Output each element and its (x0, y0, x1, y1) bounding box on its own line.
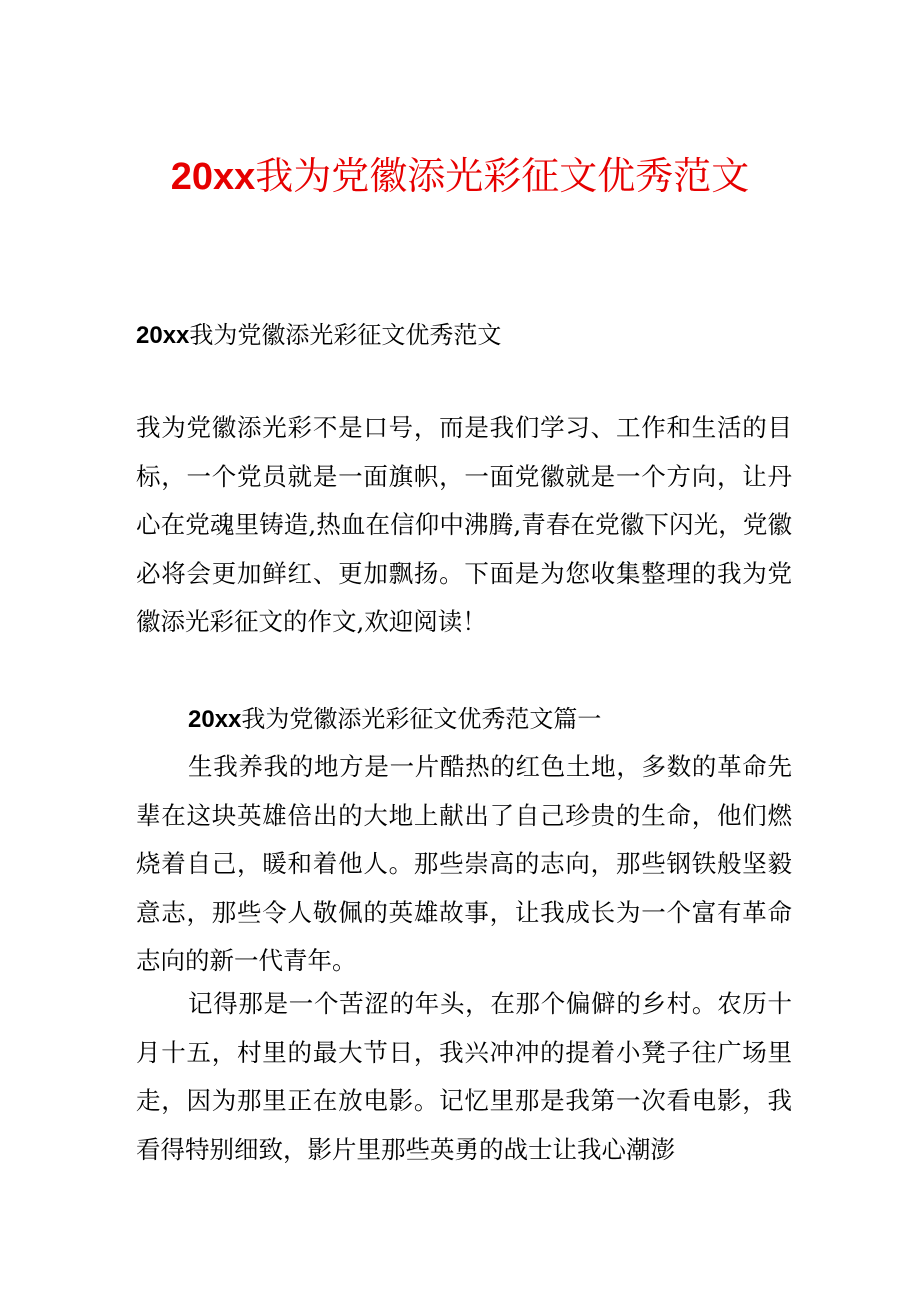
section-heading-text: 我为党徽添光彩征文优秀范文篇一 (241, 705, 602, 733)
body-paragraph-1: 生我养我的地方是一片酷热的红色土地，多数的革命先辈在这块英雄倍出的大地上献出了自己珍贵的生命，他们燃烧着自己，暖和着他人。那些崇高的志向，那些钢铁般坚毅意志，那些令人敬佩的英雄故事，让我成长为一个富有革命志向的新一代青年。 (136, 752, 792, 976)
document-subtitle (136, 315, 501, 356)
title-year-prefix: 20xx (170, 156, 256, 198)
body-paragraph-2: 记得那是一个苦涩的年头，在那个偏僻的乡村。农历十月十五，村里的最大节日，我兴冲冲的提着小凳子往广场里走，因为那里正在放电影。记忆里那是我第一次看电影，我看得特别细致，影片里那些英勇的战士让我心潮澎 (136, 989, 792, 1164)
document-title (0, 148, 920, 205)
subtitle-text: 我为党徽添光彩征文优秀范文 (189, 321, 502, 349)
title-text: 我为党徽添光彩征文优秀范文 (255, 154, 750, 198)
section-year-prefix: 20xx (188, 706, 242, 733)
intro-paragraph: 我为党徽添光彩不是口号，而是我们学习、工作和生活的目标，一个党员就是一面旗帜，一面党徽就是一个方向，让丹心在党魂里铸造,热血在信仰中沸腾,青春在党徽下闪光，党徽必将会更加鲜红、更加飘扬。下面是为您收集整理的我为党徽添光彩征文的作文,欢迎阅读！ (136, 413, 792, 637)
subtitle-year-prefix: 20xx (136, 322, 190, 349)
section-heading (188, 697, 601, 742)
